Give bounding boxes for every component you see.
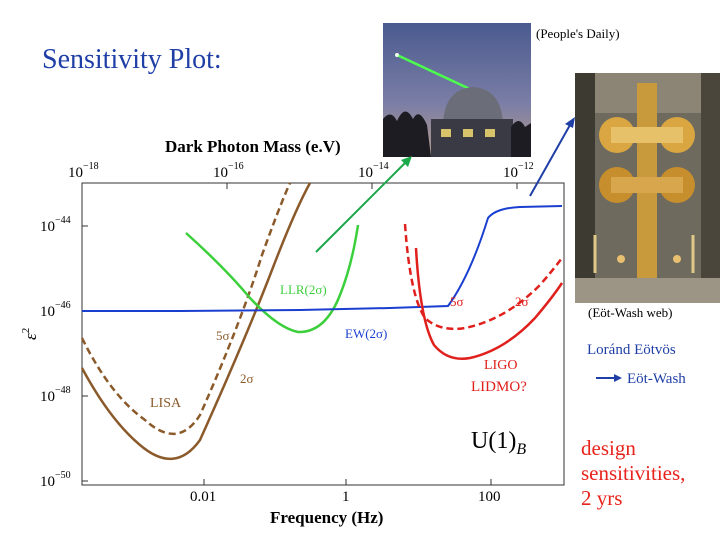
ligo-5sigma-label: 5σ: [450, 294, 464, 309]
bottom-tick-2: 1: [342, 489, 350, 505]
note-line-2: sensitivities,: [581, 461, 686, 485]
top-tick-1: $10^{-18}$: [68, 161, 99, 181]
left-tick-3: $10^{-48}$: [40, 385, 71, 405]
top-axis-ticks: [82, 183, 517, 189]
left-tick-1: $10^{-44}$: [40, 215, 71, 235]
bottom-tick-3: 100: [478, 489, 501, 505]
llr-curve: [186, 225, 358, 332]
note-line-1: design: [581, 436, 636, 460]
legend-eot-wash: Eöt-Wash: [627, 371, 686, 387]
dark-photon-mass-axis-title: Dark Photon Mass (e.V): [165, 137, 341, 156]
ligo-2sigma-label: 2σ: [515, 294, 529, 309]
lisa-5sigma-label: 5σ: [216, 328, 230, 343]
bottom-tick-1: 0.01: [190, 489, 217, 505]
legend-lorand-eotvos: Loránd Eötvös: [587, 342, 676, 358]
ew-label: EW(2σ): [345, 326, 388, 341]
slide-title: Sensitivity Plot:: [42, 44, 222, 75]
top-tick-4: $10^{-12}$: [503, 161, 534, 181]
lisa-2sigma-label: 2σ: [240, 371, 254, 386]
legend-arrow: [596, 374, 622, 382]
lidmo-label: LIDMO?: [471, 379, 527, 395]
note-line-3: 2 yrs: [581, 486, 623, 510]
y-axis-title: $\varepsilon^2$: [20, 327, 40, 340]
ligo-2sigma-curve: [416, 248, 562, 359]
photo-credit-right: (Eöt-Wash web): [588, 305, 673, 320]
bottom-axis-ticks: [204, 479, 491, 485]
ligo-label: LIGO: [484, 358, 518, 373]
left-tick-4: $10^{-50}$: [40, 470, 71, 490]
frequency-axis-title: Frequency (Hz): [270, 508, 384, 527]
left-tick-2: $10^{-46}$: [40, 300, 71, 320]
photo-credit-top: (People's Daily): [536, 26, 620, 41]
u1b-label: $U(1)_B$: [471, 428, 527, 458]
top-tick-3: $10^{-14}$: [358, 161, 389, 181]
top-tick-2: $10^{-16}$: [213, 161, 244, 181]
blue-pointer-arrow: [530, 117, 575, 196]
lisa-label: LISA: [150, 396, 182, 411]
left-axis-ticks: [82, 226, 88, 481]
llr-label: LLR(2σ): [280, 282, 327, 297]
